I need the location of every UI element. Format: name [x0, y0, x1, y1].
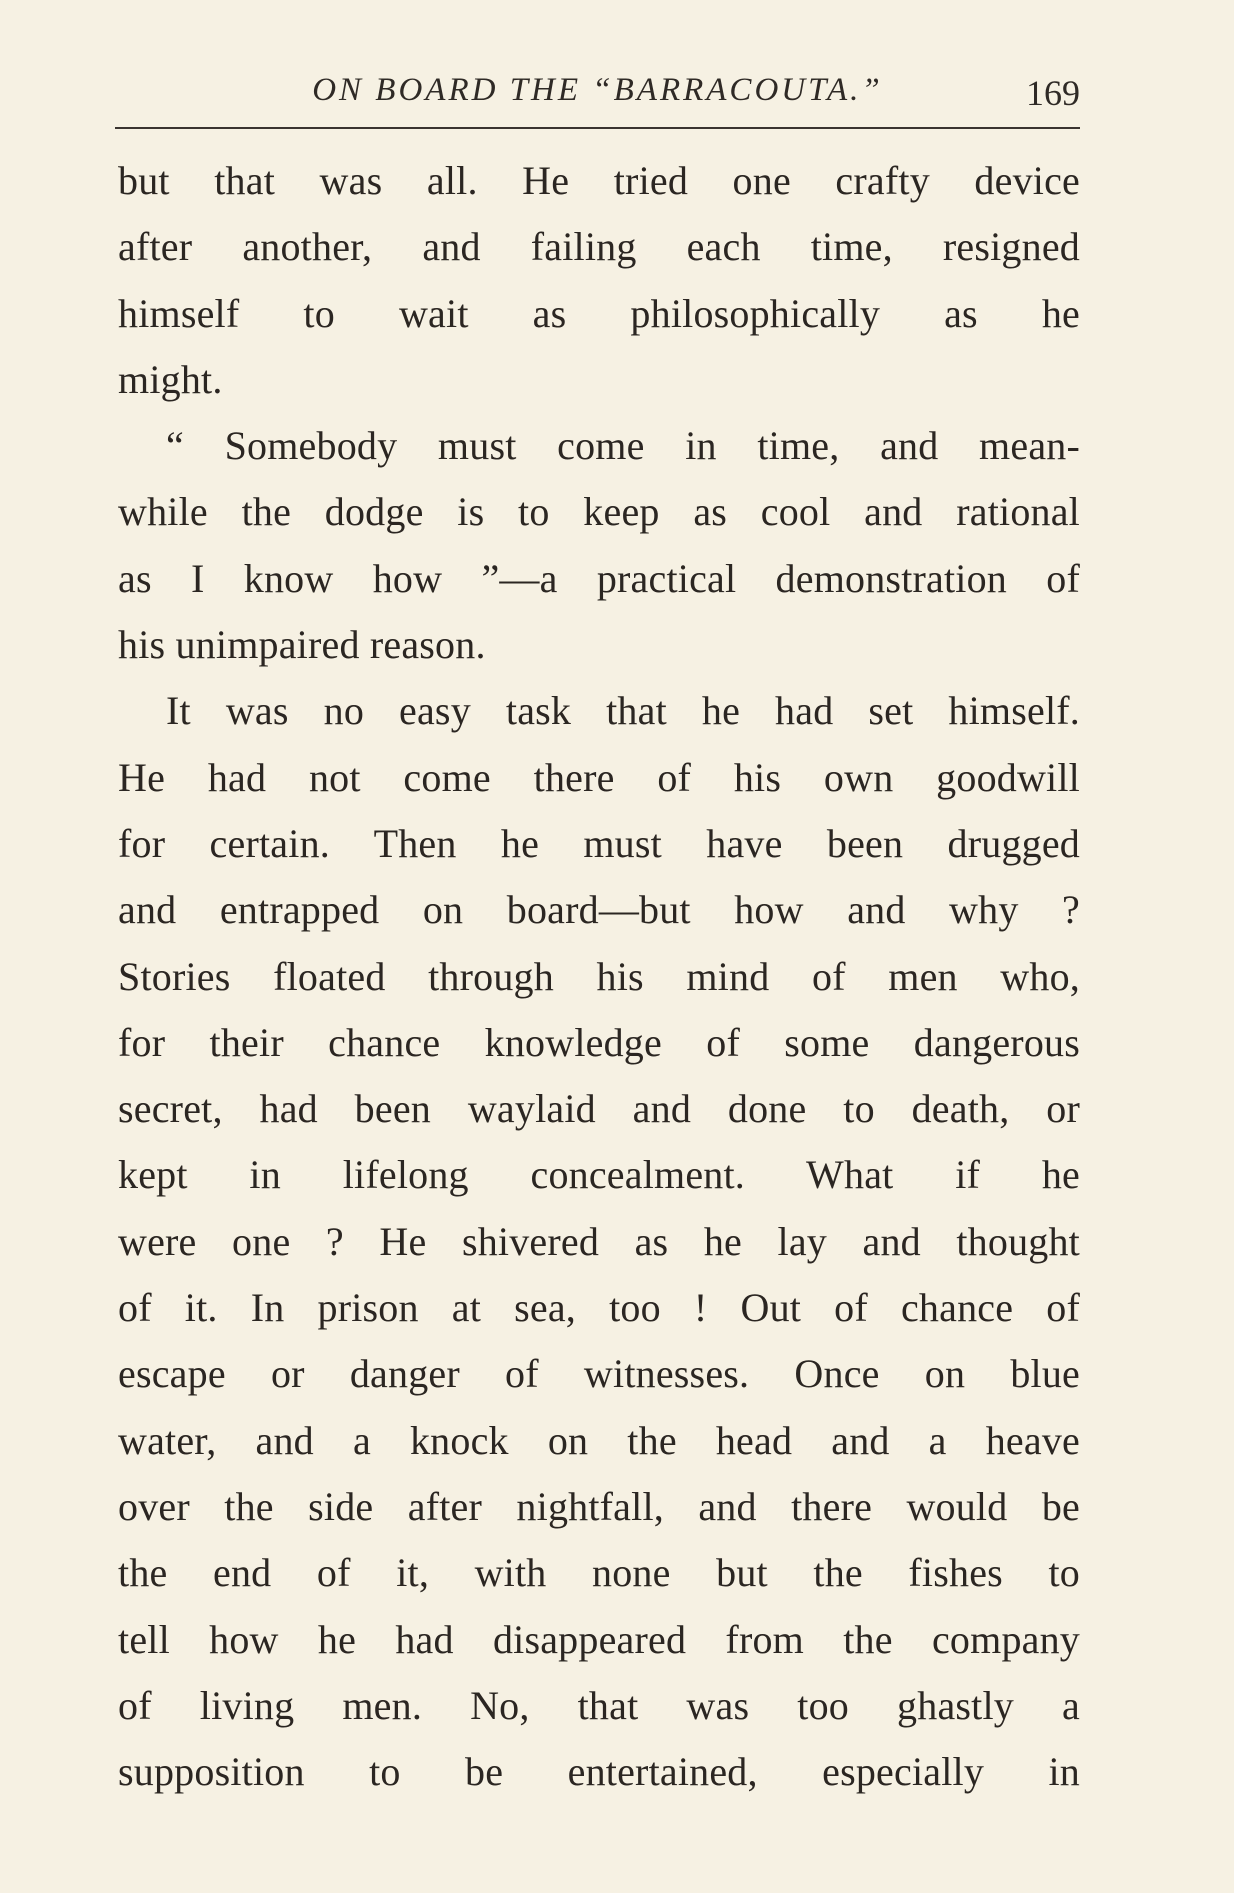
text-line: after another, and failing each time, resigned	[118, 224, 1080, 270]
text-line: kept in lifelong concealment. What if he	[118, 1152, 1080, 1198]
text-line: Stories floated through his mind of men who,	[118, 953, 1080, 999]
text-line: were one ? He shivered as he lay and thought	[118, 1218, 1080, 1264]
text-line: secret, had been waylaid and done to death, or	[118, 1086, 1080, 1132]
text-line: tell how he had disappeared from the company	[118, 1616, 1080, 1662]
text-line: for certain. Then he must have been drugged	[118, 820, 1080, 866]
text-line: of living men. No, that was too ghastly a	[118, 1682, 1080, 1728]
text-line: water, and a knock on the head and a heave	[118, 1417, 1080, 1463]
text-line: but that was all. He tried one crafty device	[118, 158, 1080, 203]
running-title: ON BOARD THE “BARRACOUTA.”	[312, 72, 883, 108]
page-number: 169	[1026, 73, 1080, 113]
text-line: and entrapped on board—but how and why ?	[118, 887, 1080, 933]
body-text	[118, 148, 1080, 1805]
text-line: for their chance knowledge of some dangerous	[118, 1019, 1080, 1065]
text-line: while the dodge is to keep as cool and rational	[118, 489, 1080, 535]
header-rule	[115, 127, 1080, 129]
text-line: his unimpaired reason.	[118, 622, 486, 668]
text-line: himself to wait as philosophically as he	[118, 290, 1080, 336]
text-line: He had not come there of his own goodwill	[118, 754, 1080, 800]
text-line: the end of it, with none but the fishes to	[118, 1550, 1080, 1596]
text-line: might.	[118, 356, 223, 402]
text-line: It was no easy task that he had set himself.	[166, 688, 1080, 734]
text-line: as I know how ”—a practical demonstration of	[118, 555, 1080, 601]
text-line: of it. In prison at sea, too ! Out of chance of	[118, 1285, 1080, 1331]
text-line: over the side after nightfall, and there would be	[118, 1483, 1080, 1529]
text-line: supposition to be entertained, especially in	[118, 1749, 1080, 1795]
text-line: escape or danger of witnesses. Once on blue	[118, 1351, 1080, 1397]
text-line: “ Somebody must come in time, and mean-	[166, 423, 1080, 469]
running-head	[115, 60, 1080, 124]
